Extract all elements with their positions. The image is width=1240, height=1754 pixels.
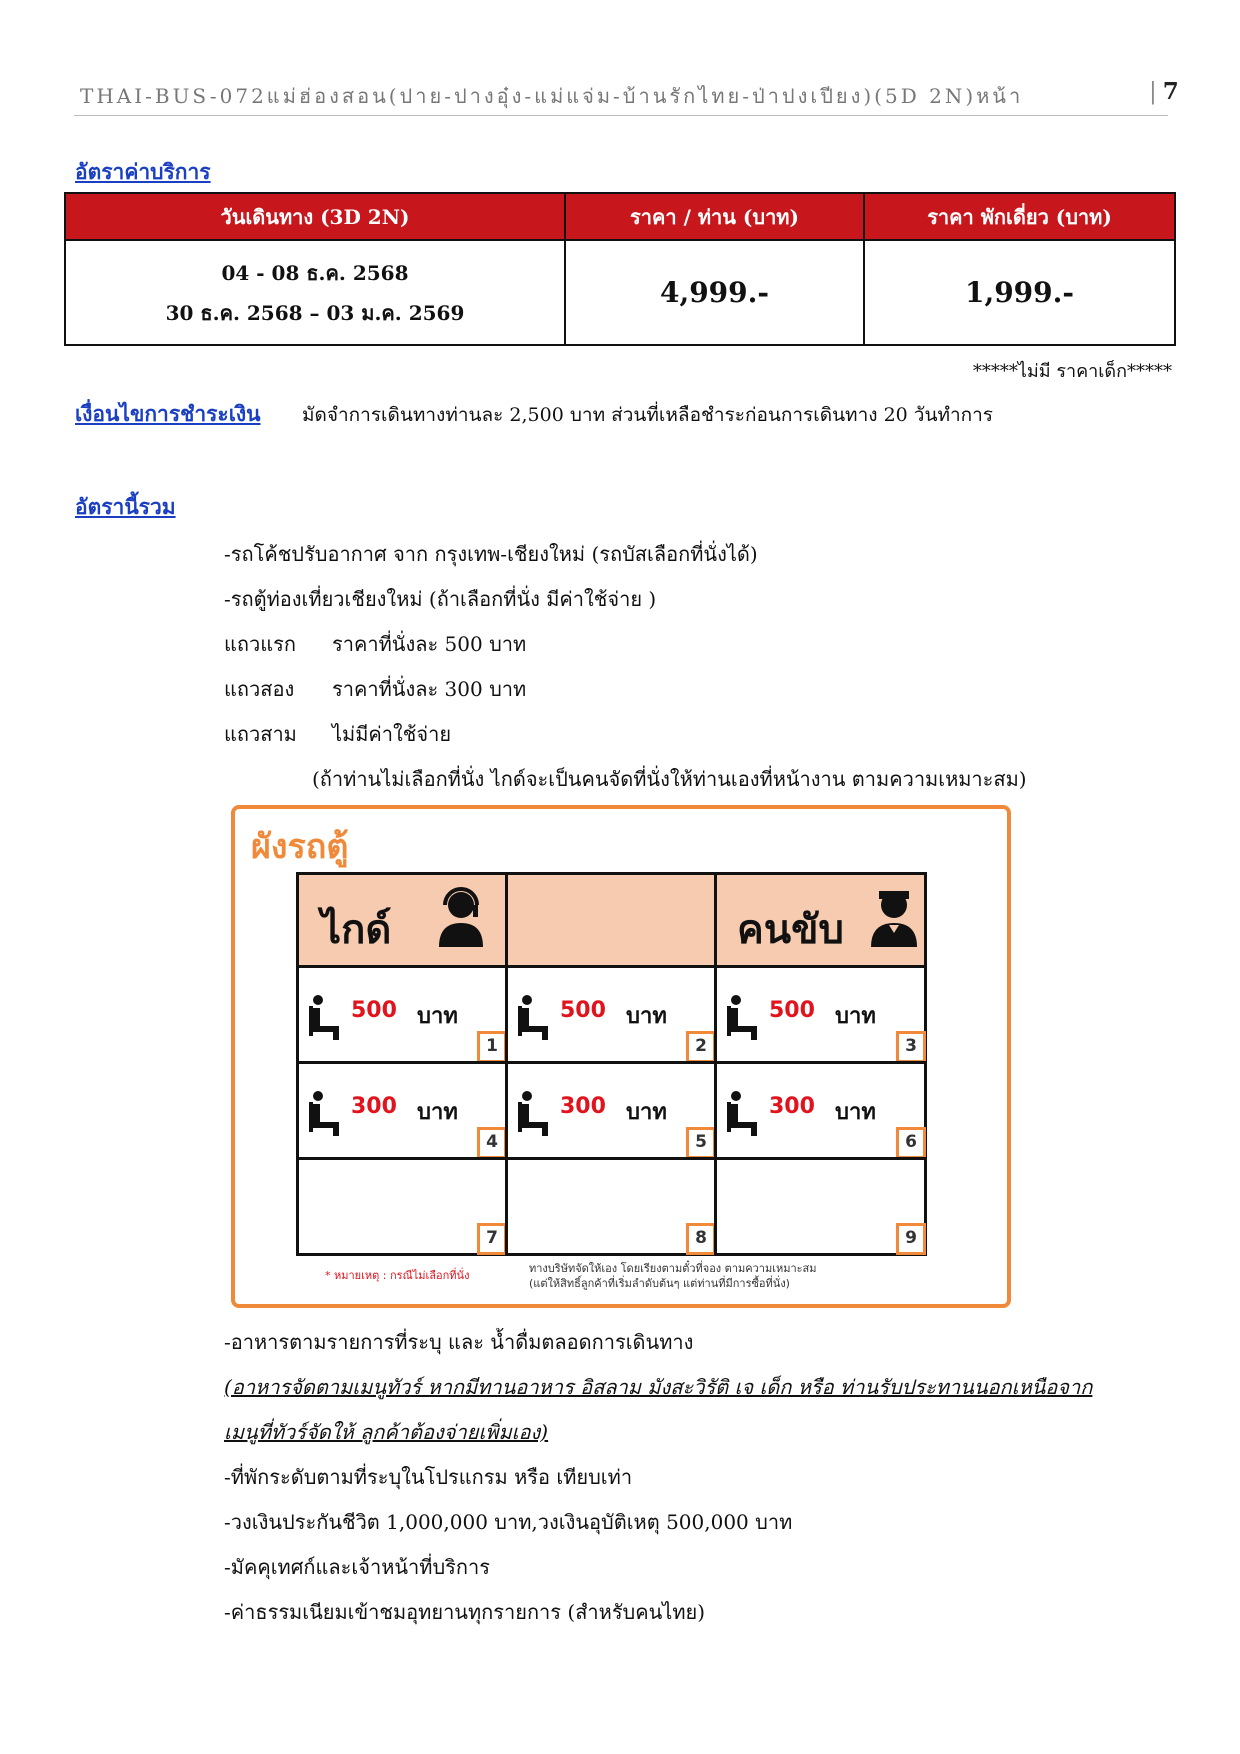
include-guide: -มัคคุเทศก์และเจ้าหน้าที่บริการ [224, 1555, 490, 1579]
seat-icon [309, 994, 345, 1048]
row-third-value: ไม่มีค่าใช้จ่าย [332, 722, 452, 746]
seat-icon [518, 994, 554, 1048]
seat-8[interactable] [505, 1157, 717, 1256]
row-second [224, 673, 526, 705]
seat-9[interactable] [714, 1157, 927, 1256]
food-note-2: เมนูที่ทัวร์จัดให้ ลูกค้าต้องจ่ายเพิ่มเอง) [224, 1420, 549, 1444]
driver-icon [867, 885, 921, 949]
seat-number: 2 [686, 1031, 716, 1063]
seat-unit: บาท [626, 1100, 667, 1125]
seat-price: 300 [351, 1094, 397, 1119]
price-table [64, 192, 1176, 346]
payment-heading: เงื่อนไขการชำระเงิน [75, 401, 261, 426]
seatmap-note-line1: ทางบริษัทจัดให้เอง โดยเรียงตามตั๋วที่จอง ตามความเหมาะสม [529, 1262, 817, 1275]
row-first-label: แถวแรก [224, 632, 296, 656]
seat-number: 5 [686, 1127, 716, 1159]
seat-unit: บาท [835, 1100, 876, 1125]
seat-number: 6 [896, 1127, 926, 1159]
driver-header [714, 872, 927, 968]
seat-5[interactable] [505, 1061, 717, 1160]
seat-unit: บาท [626, 1004, 667, 1029]
no-child-note: *****ไม่มี ราคาเด็ก***** [972, 361, 1172, 382]
seat-grid [296, 872, 931, 1256]
seatmap-note-line2: (แต่ให้สิทธิ์ลูกค้าที่เริ่มลำดับต้นๆ แต่ท่านที่มีการซื้อที่นั่ง) [529, 1277, 790, 1291]
col-travel-date: วันเดินทาง (3D 2N) [65, 193, 565, 240]
seat-icon [727, 1090, 763, 1144]
include-hotel: -ที่พักระดับตามที่ระบุในโปรแกรม หรือ เทียบเท่า [224, 1465, 633, 1489]
seat-6[interactable] [714, 1061, 927, 1160]
date-2: 30 ธ.ค. 2568 – 03 ม.ค. 2569 [165, 300, 465, 325]
guide-label: ไกด์ [321, 907, 392, 953]
date-cell [65, 240, 565, 345]
seat-icon [518, 1090, 554, 1144]
seat-number: 9 [896, 1223, 926, 1255]
seat-price: 300 [560, 1094, 606, 1119]
seat-number: 1 [477, 1031, 507, 1063]
include-park-fee: -ค่าธรรมเนียมเข้าชมอุทยานทุกรายการ (สำหรับคนไทย) [224, 1600, 706, 1624]
seat-unit: บาท [417, 1100, 458, 1125]
food-note-1: (อาหารจัดตามเมนูทัวร์ หากมีทานอาหาร อิสลาม มังสะวิรัติ เจ เด็ก หรือ ท่านรับประทานนอกเหนือจาก [224, 1375, 1093, 1399]
seat-selection-note: (ถ้าท่านไม่เลือกที่นั่ง ไกด์จะเป็นคนจัดที่นั่งให้ท่านเองที่หน้างาน ตามความเหมาะสม) [312, 767, 1027, 791]
seat-3[interactable] [714, 965, 927, 1064]
seat-unit: บาท [835, 1004, 876, 1029]
seat-price: 500 [769, 998, 815, 1023]
include-bus: -รถโค้ชปรับอากาศ จาก กรุงเทพ-เชียงใหม่ (รถบัสเลือกที่นั่งได้) [224, 542, 758, 566]
date-1: 04 - 08 ธ.ค. 2568 [221, 260, 409, 285]
seat-price: 500 [351, 998, 397, 1023]
price-table-row [65, 240, 1175, 345]
empty-header [505, 872, 717, 968]
page-number-value: 7 [1162, 78, 1179, 105]
seat-icon [309, 1090, 345, 1144]
seat-2[interactable] [505, 965, 717, 1064]
include-insurance: -วงเงินประกันชีวิต 1,000,000 บาท,วงเงินอุบัติเหตุ 500,000 บาท [224, 1510, 793, 1534]
include-food: -อาหารตามรายการที่ระบุ และ น้ำดื่มตลอดการเดินทาง [224, 1330, 694, 1354]
row-second-value: ราคาที่นั่งละ 300 บาท [332, 677, 527, 701]
driver-label: คนขับ [737, 907, 844, 953]
row-second-label: แถวสอง [224, 677, 295, 701]
col-single-price: ราคา พักเดี่ยว (บาท) [864, 193, 1175, 240]
guide-icon [433, 885, 489, 949]
col-price: ราคา / ท่าน (บาท) [565, 193, 864, 240]
single-price-value: 1,999.- [864, 240, 1175, 345]
includes-heading: อัตรานี้รวม [75, 494, 176, 519]
header-divider [74, 115, 1168, 116]
seatmap-note-label: * หมายเหตุ : กรณีไม่เลือกที่นั่ง [325, 1269, 470, 1282]
seat-7[interactable] [296, 1157, 508, 1256]
seat-number: 7 [477, 1223, 507, 1255]
price-table-header [65, 193, 1175, 240]
page-number: | 7 [1149, 78, 1179, 105]
seatmap-note-text [529, 1261, 817, 1292]
header-title: THAI-BUS-072แม่ฮ่องสอน(ปาย-ปางอุ๋ง-แม่แจ่ม-บ้านรักไทย-ป่าปงเปียง)(5D 2N)หน้า [80, 84, 1024, 108]
row-third-label: แถวสาม [224, 722, 297, 746]
seat-price: 300 [769, 1094, 815, 1119]
seat-1[interactable] [296, 965, 508, 1064]
row-first-value: ราคาที่นั่งละ 500 บาท [332, 632, 527, 656]
seatmap-title: ผังรถตู้ [251, 827, 349, 867]
seat-unit: บาท [417, 1004, 458, 1029]
rates-heading: อัตราค่าบริการ [75, 159, 211, 184]
row-third [224, 718, 451, 750]
payment-text: มัดจำการเดินทางท่านละ 2,500 บาท ส่วนที่เหลือชำระก่อนการเดินทาง 20 วันทำการ [302, 404, 994, 426]
seat-icon [727, 994, 763, 1048]
seat-number: 4 [477, 1127, 507, 1159]
van-seat-map [231, 805, 1011, 1308]
guide-header [296, 872, 508, 968]
price-value: 4,999.- [565, 240, 864, 345]
seat-4[interactable] [296, 1061, 508, 1160]
seat-price: 500 [560, 998, 606, 1023]
row-first [224, 628, 526, 660]
seat-number: 3 [896, 1031, 926, 1063]
include-van: -รถตู้ท่องเที่ยวเชียงใหม่ (ถ้าเลือกที่นั่ง มีค่าใช้จ่าย ) [224, 587, 657, 611]
seat-number: 8 [686, 1223, 716, 1255]
